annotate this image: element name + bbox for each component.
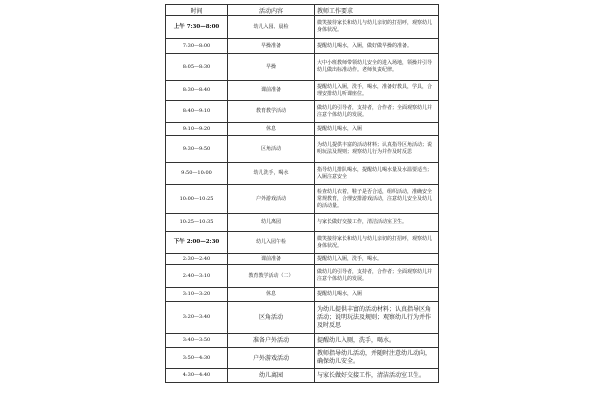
cell-activity: 教育教学活动（二）	[228, 265, 315, 288]
cell-activity: 教育教学活动	[228, 101, 315, 123]
cell-activity: 准备户外活动	[228, 334, 315, 348]
table-row	[166, 348, 439, 369]
table-row	[166, 334, 439, 348]
cell-time: 9:30—9:50	[166, 136, 228, 163]
cell-time: 2:30—2:40	[166, 254, 228, 265]
cell-time: 3:20—3:40	[166, 302, 228, 334]
cell-time: 10:00—10:25	[166, 185, 228, 214]
cell-requirement: 指导幼儿排队喝水，提醒幼儿喝水量及水温要适当；入厕注意安全	[315, 163, 439, 185]
cell-requirement: 大中小班教师带领幼儿安全的进入场地，领操并引导幼儿做出标准动作。老师负责纪律。	[315, 54, 439, 81]
cell-requirement: 做幼儿的引导者，支持者，合作者；全面观察幼儿并注意个体幼儿的发展。	[315, 265, 439, 288]
cell-activity: 休息	[228, 123, 315, 136]
cell-time: 3:40—3:50	[166, 334, 228, 348]
table-row	[166, 302, 439, 334]
cell-requirement: 提醒幼儿喝水，入厕，做好做早操的准备。	[315, 39, 439, 54]
cell-activity: 区角活动	[228, 136, 315, 163]
header-activity: 活动内容	[228, 5, 315, 16]
table-row	[166, 136, 439, 163]
cell-time: 8:05—8:30	[166, 54, 228, 81]
cell-requirement: 微笑接待家长和幼儿与幼儿亲切的打招呼，观察幼儿身体状况。	[315, 16, 439, 39]
cell-activity: 户外游戏活动	[228, 348, 315, 369]
cell-time: 9:50—10:00	[166, 163, 228, 185]
cell-time: 8:40—9:10	[166, 101, 228, 123]
table-row	[166, 265, 439, 288]
table-row	[166, 288, 439, 302]
cell-requirement: 提醒幼儿入厕，洗手，喝水。	[315, 254, 439, 265]
cell-time: 3:10—3:20	[166, 288, 228, 302]
table-row	[166, 54, 439, 81]
cell-activity: 幼儿入园、晨检	[228, 16, 315, 39]
cell-requirement: 教师指导幼儿活动，并随时注意幼儿动向，确保幼儿安全。	[315, 348, 439, 369]
header-time: 时间	[166, 5, 228, 16]
cell-requirement: 为幼儿提供丰富的活动材料；认真指导区角活动；说明玩法及规则；观察幼儿行为并作及时反思	[315, 302, 439, 334]
cell-time: 2:40—3:10	[166, 265, 228, 288]
cell-requirement: 为幼儿提供丰富的活动材料；认真指导区角活动；说明玩法及规则；观察幼儿行为并作及时反思	[315, 136, 439, 163]
cell-activity: 幼儿洗手，喝水	[228, 163, 315, 185]
table-row	[166, 214, 439, 232]
table-row	[166, 123, 439, 136]
cell-requirement: 提醒幼儿入厕，洗手，喝水。	[315, 334, 439, 348]
cell-activity: 课前准备	[228, 254, 315, 265]
table-row	[166, 81, 439, 101]
cell-time: 4:30—4:40	[166, 369, 228, 383]
table-row	[166, 254, 439, 265]
table-row	[166, 39, 439, 54]
cell-requirement: 提醒幼儿喝水，入厕	[315, 123, 439, 136]
header-requirement: 教师工作要求	[315, 5, 439, 16]
cell-activity: 幼儿入园午检	[228, 232, 315, 254]
cell-time: 7:30—8:00	[166, 39, 228, 54]
cell-requirement: 与家长做好交接工作，清洁活动室卫生。	[315, 369, 439, 383]
cell-activity: 课前准备	[228, 81, 315, 101]
cell-activity: 户外游戏活动	[228, 185, 315, 214]
table-row	[166, 163, 439, 185]
cell-time: 下午 2:00—2:30	[166, 232, 228, 254]
cell-activity: 早操准备	[228, 39, 315, 54]
header-row	[166, 5, 439, 16]
cell-requirement: 提醒幼儿入厕，洗手，喝水，准备好教具，学具，合理安排幼儿听课座位。	[315, 81, 439, 101]
table-row	[166, 16, 439, 39]
cell-activity: 幼儿离园	[228, 214, 315, 232]
table-row	[166, 185, 439, 214]
cell-requirement: 做幼儿的引导者，支持者，合作者；全面观察幼儿并注意个体幼儿的发展。	[315, 101, 439, 123]
cell-requirement: 与家长做好交接工作，清洁活动室卫生。	[315, 214, 439, 232]
daily-schedule-table	[165, 4, 439, 383]
table-row	[166, 232, 439, 254]
cell-activity: 休息	[228, 288, 315, 302]
table-row	[166, 101, 439, 123]
cell-requirement: 提醒幼儿喝水，入厕	[315, 288, 439, 302]
cell-time: 上午 7:30—8:00	[166, 16, 228, 39]
cell-time: 10:25—10:35	[166, 214, 228, 232]
cell-requirement: 检查幼儿衣着，鞋子是否合适，组织活动，准确安全常规教育，合理安排游戏活动，注意幼儿安全及幼儿的活动量。	[315, 185, 439, 214]
cell-time: 3:50—4:30	[166, 348, 228, 369]
cell-time: 8:30—8:40	[166, 81, 228, 101]
table-row	[166, 369, 439, 383]
cell-activity: 幼儿离园	[228, 369, 315, 383]
cell-activity: 早操	[228, 54, 315, 81]
cell-activity: 区角活动	[228, 302, 315, 334]
cell-requirement: 微笑接待家长和幼儿与幼儿亲切的打招呼，观察幼儿身体状况。	[315, 232, 439, 254]
cell-time: 9:10—9:20	[166, 123, 228, 136]
